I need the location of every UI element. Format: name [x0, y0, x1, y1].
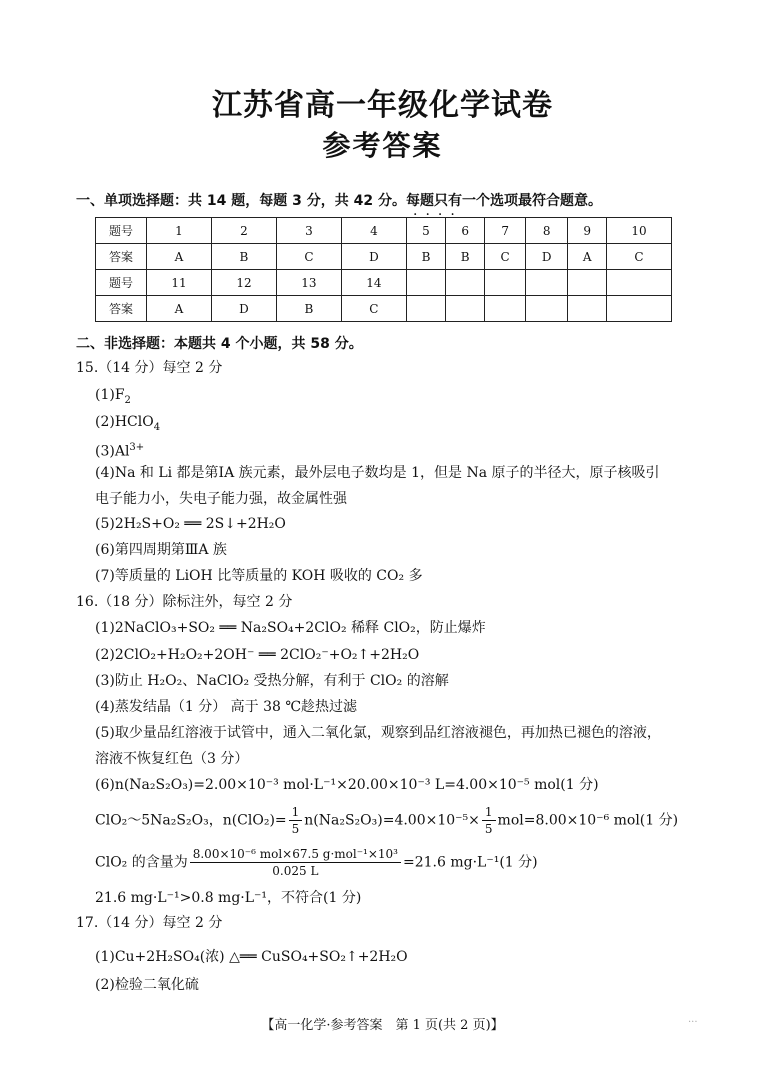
q16-answer-6-line1: (6)n(Na₂S₂O₃)=2.00×10⁻³ mol·L⁻¹×20.00×10⁻³ L=4.00×10⁻⁵ mol(1 分)	[95, 777, 599, 793]
q17-answer-2: (2)检验二氧化硫	[95, 977, 199, 993]
fraction-content: $\frac{\text{8.00×10⁻⁶ mol×67.5 g·mol⁻¹×10³}}{0.025 L}$	[190, 846, 401, 879]
table-cell: C	[276, 244, 341, 270]
table-cell: 13	[276, 270, 341, 296]
table-cell: 7	[485, 218, 526, 244]
table-cell: B	[276, 296, 341, 322]
table-cell: 10	[606, 218, 671, 244]
q17-heading: 17.（14 分）每空 2 分	[76, 915, 223, 931]
table-cell	[446, 296, 485, 322]
q16-answer-2: (2)2ClO₂+H₂O₂+2OH⁻ ══ 2ClO₂⁻+O₂↑+2H₂O	[95, 647, 420, 663]
q16-answer-4: (4)蒸发结晶（1 分） 高于 38 ℃趁热过滤	[95, 699, 358, 715]
q16-answer-3: (3)防止 H₂O₂、NaClO₂ 受热分解，有利于 ClO₂ 的溶解	[95, 673, 449, 689]
table-cell	[606, 296, 671, 322]
table-cell: 9	[568, 218, 607, 244]
q15-answer-2: (2)HClO$_4$	[95, 414, 161, 433]
table-row-header: 答案	[96, 296, 147, 322]
q16-answer-5-line2: 溶液不恢复红色（3 分）	[95, 751, 249, 767]
table-cell	[568, 296, 607, 322]
q17-answer-1: (1)Cu+2H₂SO₄(浓) △══ CuSO₄+SO₂↑+2H₂O	[95, 949, 408, 965]
table-cell: A	[568, 244, 607, 270]
q15-answer-6: (6)第四周期第ⅢA 族	[95, 542, 227, 558]
section1-heading: 一、单项选择题：共 14 题，每题 3 分，共 42 分。每题只有一个选项最符合题意。	[76, 193, 602, 209]
table-cell: 1	[147, 218, 212, 244]
emphasis-dots: ····	[413, 207, 463, 223]
table-cell: 4	[341, 218, 406, 244]
q15-heading: 15.（14 分）每空 2 分	[76, 360, 223, 376]
q15-answer-5: (5)2H₂S+O₂ ══ 2S↓+2H₂O	[95, 516, 286, 532]
fraction-one-fifth: $\frac{1}{5}$	[289, 804, 303, 837]
fraction-one-fifth-2: $\frac{1}{5}$	[482, 804, 496, 837]
table-cell: 6	[446, 218, 485, 244]
q15-answer-4-line2: 电子能力小，失电子能力强，故金属性强	[95, 491, 347, 507]
table-cell: B	[211, 244, 276, 270]
table-cell: C	[485, 244, 526, 270]
table-cell: A	[147, 244, 212, 270]
table-cell: 12	[211, 270, 276, 296]
q16-answer-5-line1: (5)取少量品红溶液于试管中，通入二氧化氯，观察到品红溶液褪色，再加热已褪色的溶液，	[95, 725, 661, 741]
table-cell	[525, 296, 567, 322]
q16-answer-6-line2: ClO₂～5Na₂S₂O₃，n(ClO₂)= $\frac{1}{5}$ n(Na₂S₂O₃)=4.00×10⁻⁵× $\frac{1}{5}$ mol=8.00×10⁻⁶ mol(1 分)	[95, 805, 679, 836]
table-row-header: 答案	[96, 244, 147, 270]
table-cell: B	[446, 244, 485, 270]
q16-answer-1: (1)2NaClO₃+SO₂ ══ Na₂SO₄+2ClO₂ 稀释 ClO₂，防止爆炸	[95, 620, 486, 636]
table-row-header: 题号	[96, 270, 147, 296]
q16-answer-6-line3: ClO₂ 的含量为 $\frac{\text{8.00×10⁻⁶ mol×67.5 g·mol⁻¹×10³}}{0.025 L}$ =21.6 mg·L⁻¹(1 分)	[95, 847, 538, 878]
q15-answer-1: $(1)F_2$	[95, 387, 131, 406]
table-row-header: 题号	[96, 218, 147, 244]
q15-answer-7: (7)等质量的 LiOH 比等质量的 KOH 吸收的 CO₂ 多	[95, 568, 423, 584]
table-row	[96, 218, 672, 244]
table-row	[96, 270, 672, 296]
table-cell: 3	[276, 218, 341, 244]
table-cell: D	[211, 296, 276, 322]
table-cell	[406, 270, 445, 296]
table-cell: C	[341, 296, 406, 322]
table-cell: 8	[525, 218, 567, 244]
table-cell: C	[606, 244, 671, 270]
corner-mark: ...	[688, 1014, 698, 1025]
section2-heading: 二、非选择题：本题共 4 个小题，共 58 分。	[76, 336, 363, 352]
q16-heading: 16.（18 分）除标注外，每空 2 分	[76, 594, 293, 610]
page-subtitle: 参考答案	[322, 129, 443, 162]
table-cell	[606, 270, 671, 296]
table-cell: B	[406, 244, 445, 270]
table-cell: 2	[211, 218, 276, 244]
table-cell	[485, 270, 526, 296]
q15-answer-4-line1: (4)Na 和 Li 都是第ⅠA 族元素，最外层电子数均是 1，但是 Na 原子的半径大，原子核吸引	[95, 465, 660, 481]
table-row	[96, 296, 672, 322]
table-cell	[406, 296, 445, 322]
table-row	[96, 244, 672, 270]
table-cell	[485, 296, 526, 322]
page-title: 江苏省高一年级化学试卷	[212, 88, 553, 123]
answer-table	[95, 217, 672, 322]
table-cell: D	[525, 244, 567, 270]
table-cell	[446, 270, 485, 296]
table-cell: 14	[341, 270, 406, 296]
q16-answer-6-line4: 21.6 mg·L⁻¹>0.8 mg·L⁻¹，不符合(1 分)	[95, 890, 362, 906]
table-cell	[525, 270, 567, 296]
table-cell	[568, 270, 607, 296]
table-cell: 5	[406, 218, 445, 244]
table-cell: A	[147, 296, 212, 322]
page-footer: 【高一化学·参考答案 第 1 页(共 2 页)】	[261, 1018, 504, 1033]
table-cell: D	[341, 244, 406, 270]
q15-answer-3: $(3)Al^{3+}$	[95, 442, 145, 460]
table-cell: 11	[147, 270, 212, 296]
